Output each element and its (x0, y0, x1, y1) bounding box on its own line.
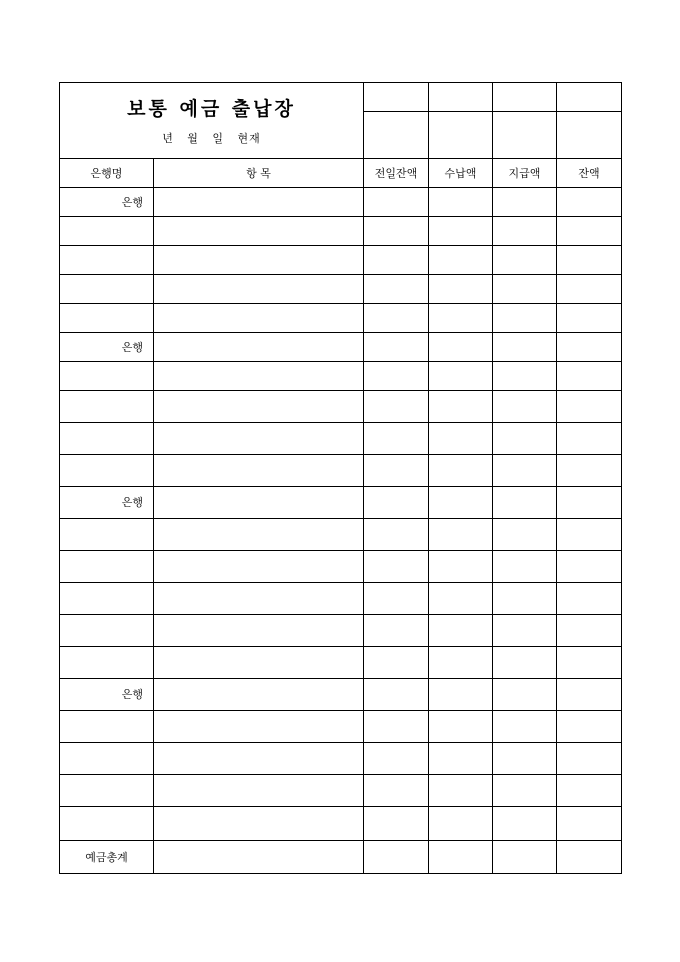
bank-cell[interactable] (60, 775, 154, 807)
amount-cell[interactable] (493, 362, 557, 391)
item-cell[interactable] (154, 743, 364, 775)
amount-cell[interactable] (429, 246, 493, 275)
bank-label: 은행 (60, 188, 154, 217)
bank-cell[interactable] (60, 647, 154, 679)
amount-cell[interactable] (364, 519, 429, 551)
table-row (60, 487, 622, 519)
item-cell[interactable] (154, 647, 364, 679)
approval-sign-box[interactable] (493, 112, 557, 159)
amount-cell[interactable] (557, 711, 622, 743)
col-header-bank-name: 은행명 (60, 159, 154, 188)
amount-cell[interactable] (557, 275, 622, 304)
amount-cell[interactable] (493, 743, 557, 775)
amount-cell[interactable] (557, 615, 622, 647)
column-header-row (60, 159, 622, 188)
amount-cell[interactable] (364, 647, 429, 679)
amount-cell[interactable] (493, 775, 557, 807)
table-row (60, 551, 622, 583)
item-cell[interactable] (154, 615, 364, 647)
item-cell[interactable] (154, 362, 364, 391)
item-cell[interactable] (154, 583, 364, 615)
bank-cell[interactable] (60, 362, 154, 391)
amount-cell[interactable] (557, 583, 622, 615)
table-row (60, 807, 622, 841)
bank-cell[interactable] (60, 743, 154, 775)
table-row (60, 188, 622, 217)
amount-cell[interactable] (429, 487, 493, 519)
bank-cell[interactable] (60, 711, 154, 743)
amount-cell[interactable] (493, 391, 557, 423)
approval-box[interactable] (429, 83, 493, 112)
amount-cell[interactable] (493, 711, 557, 743)
approval-sign-box[interactable] (429, 112, 493, 159)
approval-sign-box[interactable] (557, 112, 622, 159)
table-row (60, 519, 622, 551)
amount-cell[interactable] (429, 647, 493, 679)
amount-cell[interactable] (493, 275, 557, 304)
approval-box[interactable] (364, 83, 429, 112)
amount-cell[interactable] (557, 519, 622, 551)
amount-cell[interactable] (493, 583, 557, 615)
amount-cell[interactable] (364, 275, 429, 304)
amount-cell[interactable] (493, 647, 557, 679)
bank-cell[interactable] (60, 551, 154, 583)
bank-cell[interactable] (60, 519, 154, 551)
amount-cell[interactable] (364, 679, 429, 711)
amount-cell[interactable] (364, 217, 429, 246)
amount-cell[interactable] (557, 647, 622, 679)
table-row (60, 246, 622, 275)
table-row (60, 583, 622, 615)
amount-cell[interactable] (429, 275, 493, 304)
item-cell[interactable] (154, 679, 364, 711)
item-cell[interactable] (154, 775, 364, 807)
item-cell[interactable] (154, 246, 364, 275)
bank-cell[interactable] (60, 423, 154, 455)
total-label: 예금총계 (60, 841, 154, 874)
amount-cell[interactable] (493, 841, 557, 874)
col-header-item: 항 목 (154, 159, 364, 188)
item-cell[interactable] (154, 188, 364, 217)
amount-cell[interactable] (493, 304, 557, 333)
amount-cell[interactable] (429, 711, 493, 743)
table-row (60, 647, 622, 679)
bank-label: 은행 (60, 487, 154, 519)
table-row (60, 615, 622, 647)
amount-cell[interactable] (364, 487, 429, 519)
amount-cell[interactable] (557, 423, 622, 455)
savings-ledger-table (59, 82, 622, 874)
amount-cell[interactable] (364, 711, 429, 743)
table-row (60, 304, 622, 333)
amount-cell[interactable] (429, 679, 493, 711)
item-cell[interactable] (154, 391, 364, 423)
bank-cell[interactable] (60, 391, 154, 423)
amount-cell[interactable] (429, 519, 493, 551)
amount-cell[interactable] (557, 679, 622, 711)
amount-cell[interactable] (493, 551, 557, 583)
bank-cell[interactable] (60, 807, 154, 841)
amount-cell[interactable] (429, 775, 493, 807)
amount-cell[interactable] (364, 188, 429, 217)
bank-cell[interactable] (60, 246, 154, 275)
amount-cell[interactable] (364, 615, 429, 647)
col-header-prev-balance: 전일잔액 (364, 159, 429, 188)
amount-cell[interactable] (557, 551, 622, 583)
amount-cell[interactable] (429, 841, 493, 874)
table-row (60, 775, 622, 807)
form-title: 보통 예금 출납장 (127, 97, 296, 120)
total-row (60, 841, 622, 874)
approval-sign-box[interactable] (364, 112, 429, 159)
item-cell[interactable] (154, 519, 364, 551)
col-header-balance: 잔액 (557, 159, 622, 188)
item-cell[interactable] (154, 455, 364, 487)
amount-cell[interactable] (493, 807, 557, 841)
amount-cell[interactable] (557, 304, 622, 333)
amount-cell[interactable] (364, 333, 429, 362)
bank-cell[interactable] (60, 583, 154, 615)
amount-cell[interactable] (557, 333, 622, 362)
amount-cell[interactable] (429, 217, 493, 246)
amount-cell[interactable] (429, 188, 493, 217)
amount-cell[interactable] (364, 391, 429, 423)
amount-cell[interactable] (429, 455, 493, 487)
amount-cell[interactable] (429, 391, 493, 423)
table-row (60, 391, 622, 423)
amount-cell[interactable] (557, 246, 622, 275)
amount-cell[interactable] (557, 807, 622, 841)
amount-cell[interactable] (364, 362, 429, 391)
table-row (60, 679, 622, 711)
amount-cell[interactable] (493, 519, 557, 551)
bank-cell[interactable] (60, 275, 154, 304)
amount-cell[interactable] (364, 455, 429, 487)
amount-cell[interactable] (364, 807, 429, 841)
amount-cell[interactable] (557, 455, 622, 487)
item-cell[interactable] (154, 487, 364, 519)
table-row (60, 217, 622, 246)
amount-cell[interactable] (429, 615, 493, 647)
amount-cell[interactable] (493, 679, 557, 711)
bank-label: 은행 (60, 679, 154, 711)
amount-cell[interactable] (557, 775, 622, 807)
date-line: 년 월 일 현재 (162, 131, 261, 145)
item-cell[interactable] (154, 217, 364, 246)
amount-cell[interactable] (364, 551, 429, 583)
item-cell[interactable] (154, 841, 364, 874)
amount-cell[interactable] (364, 583, 429, 615)
bank-label: 은행 (60, 333, 154, 362)
approval-box[interactable] (557, 83, 622, 112)
col-header-payment: 지급액 (493, 159, 557, 188)
amount-cell[interactable] (429, 743, 493, 775)
amount-cell[interactable] (429, 333, 493, 362)
amount-cell[interactable] (557, 487, 622, 519)
item-cell[interactable] (154, 711, 364, 743)
item-cell[interactable] (154, 304, 364, 333)
table-row (60, 711, 622, 743)
amount-cell[interactable] (429, 304, 493, 333)
item-cell[interactable] (154, 551, 364, 583)
amount-cell[interactable] (557, 391, 622, 423)
amount-cell[interactable] (493, 487, 557, 519)
amount-cell[interactable] (364, 775, 429, 807)
amount-cell[interactable] (493, 246, 557, 275)
table-row (60, 333, 622, 362)
amount-cell[interactable] (493, 615, 557, 647)
table-row (60, 455, 622, 487)
table-row (60, 423, 622, 455)
amount-cell[interactable] (493, 423, 557, 455)
item-cell[interactable] (154, 275, 364, 304)
amount-cell[interactable] (493, 455, 557, 487)
amount-cell[interactable] (493, 333, 557, 362)
amount-cell[interactable] (364, 423, 429, 455)
table-row (60, 362, 622, 391)
table-row (60, 743, 622, 775)
amount-cell[interactable] (364, 743, 429, 775)
item-cell[interactable] (154, 807, 364, 841)
amount-cell[interactable] (557, 188, 622, 217)
item-cell[interactable] (154, 333, 364, 362)
amount-cell[interactable] (557, 841, 622, 874)
bank-cell[interactable] (60, 615, 154, 647)
amount-cell[interactable] (429, 583, 493, 615)
amount-cell[interactable] (493, 188, 557, 217)
col-header-receipt: 수납액 (429, 159, 493, 188)
amount-cell[interactable] (364, 246, 429, 275)
amount-cell[interactable] (429, 362, 493, 391)
amount-cell[interactable] (429, 807, 493, 841)
bank-cell[interactable] (60, 304, 154, 333)
item-cell[interactable] (154, 423, 364, 455)
amount-cell[interactable] (557, 217, 622, 246)
table-row (60, 275, 622, 304)
amount-cell[interactable] (557, 362, 622, 391)
amount-cell[interactable] (364, 841, 429, 874)
bank-cell[interactable] (60, 217, 154, 246)
approval-box[interactable] (493, 83, 557, 112)
amount-cell[interactable] (429, 551, 493, 583)
amount-cell[interactable] (557, 743, 622, 775)
amount-cell[interactable] (429, 423, 493, 455)
title-block (60, 83, 364, 159)
amount-cell[interactable] (364, 304, 429, 333)
amount-cell[interactable] (493, 217, 557, 246)
bank-cell[interactable] (60, 455, 154, 487)
